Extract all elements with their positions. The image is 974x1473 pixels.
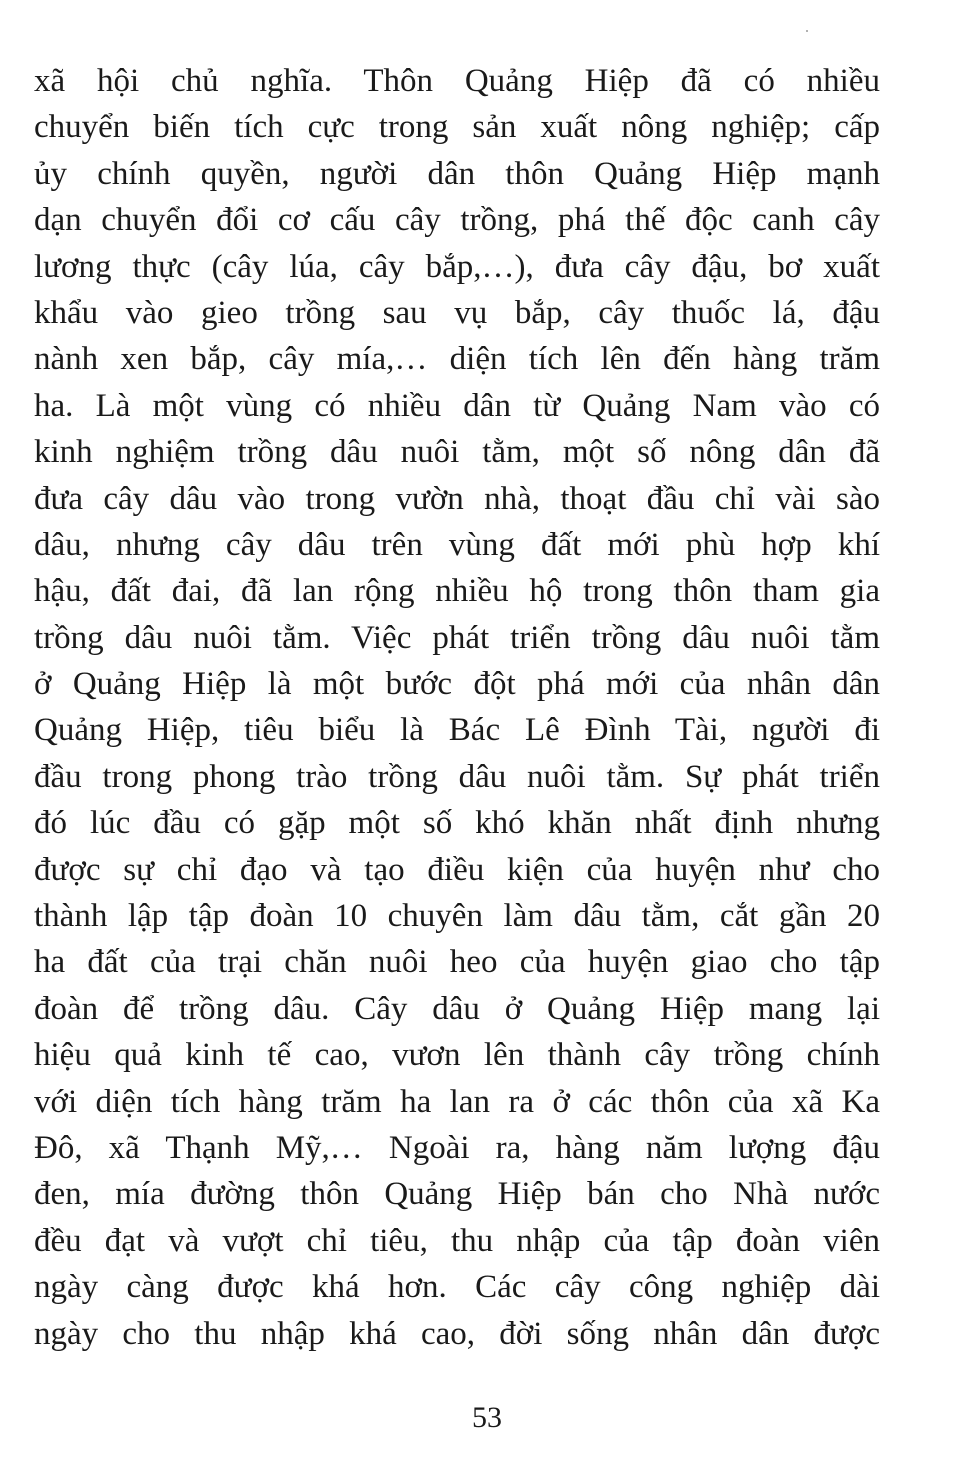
page-number: 53 xyxy=(472,1401,502,1434)
text-line: ha đất của trại chăn nuôi heo của huyện giao cho tập xyxy=(34,944,880,981)
text-line: hiệu quả kinh tế cao, vươn lên thành cây trồng chính xyxy=(34,1037,880,1074)
text-line: thành lập tập đoàn 10 chuyên làm dâu tằm, cắt gần 20 xyxy=(34,898,880,935)
text-line: xã hội chủ nghĩa. Thôn Quảng Hiệp đã có nhiều xyxy=(34,63,880,99)
text-line: kinh nghiệm trồng dâu nuôi tằm, một số nông dân đã xyxy=(34,434,880,471)
text-line: với diện tích hàng trăm ha lan ra ở các thôn của xã Ka xyxy=(34,1083,880,1120)
text-line: hậu, đất đai, đã lan rộng nhiều hộ trong thôn tham gia xyxy=(34,573,880,610)
text-line: đó lúc đầu có gặp một số khó khăn nhất định nhưng xyxy=(34,805,880,842)
body-paragraph xyxy=(34,58,880,1357)
text-line: chuyển biến tích cực trong sản xuất nông nghiệp; cấp xyxy=(34,109,880,146)
text-line: nành xen bắp, cây mía,… diện tích lên đến hàng trăm xyxy=(34,341,880,378)
text-line: ha. Là một vùng có nhiều dân từ Quảng Nam vào có xyxy=(34,387,880,424)
text-line: đen, mía đường thôn Quảng Hiệp bán cho Nhà nước xyxy=(34,1176,880,1213)
text-line: ngày cho thu nhập khá cao, đời sống nhân dân được xyxy=(34,1315,880,1352)
text-line: đoàn để trồng dâu. Cây dâu ở Quảng Hiệp mang lại xyxy=(34,990,880,1027)
text-line: ủy chính quyền, người dân thôn Quảng Hiệp mạnh xyxy=(34,155,880,192)
text-line: được sự chỉ đạo và tạo điều kiện của huyện như cho xyxy=(34,851,880,888)
text-line: Đô, xã Thạnh Mỹ,… Ngoài ra, hàng năm lượng đậu xyxy=(34,1129,880,1166)
text-line: ngày càng được khá hơn. Các cây công nghiệp dài xyxy=(34,1269,880,1306)
text-line: đưa cây dâu vào trong vườn nhà, thoạt đầu chỉ vài sào xyxy=(34,480,880,517)
text-line: lương thực (cây lúa, cây bắp,…), đưa cây đậu, bơ xuất xyxy=(34,248,880,285)
text-line: Quảng Hiệp, tiêu biểu là Bác Lê Đình Tài, người đi xyxy=(34,712,880,749)
scan-speck xyxy=(806,30,808,32)
text-line: đầu trong phong trào trồng dâu nuôi tằm. Sự phát triển xyxy=(34,758,880,795)
text-line: dạn chuyển đổi cơ cấu cây trồng, phá thế độc canh cây xyxy=(34,202,880,239)
text-line: ở Quảng Hiệp là một bước đột phá mới của nhân dân xyxy=(34,666,880,703)
text-line: đều đạt và vượt chỉ tiêu, thu nhập của tập đoàn viên xyxy=(34,1222,880,1259)
text-line: trồng dâu nuôi tằm. Việc phát triển trồng dâu nuôi tằm xyxy=(34,619,880,656)
text-line: khẩu vào gieo trồng sau vụ bắp, cây thuốc lá, đậu xyxy=(34,294,880,331)
text-line: dâu, nhưng cây dâu trên vùng đất mới phù hợp khí xyxy=(34,526,880,563)
